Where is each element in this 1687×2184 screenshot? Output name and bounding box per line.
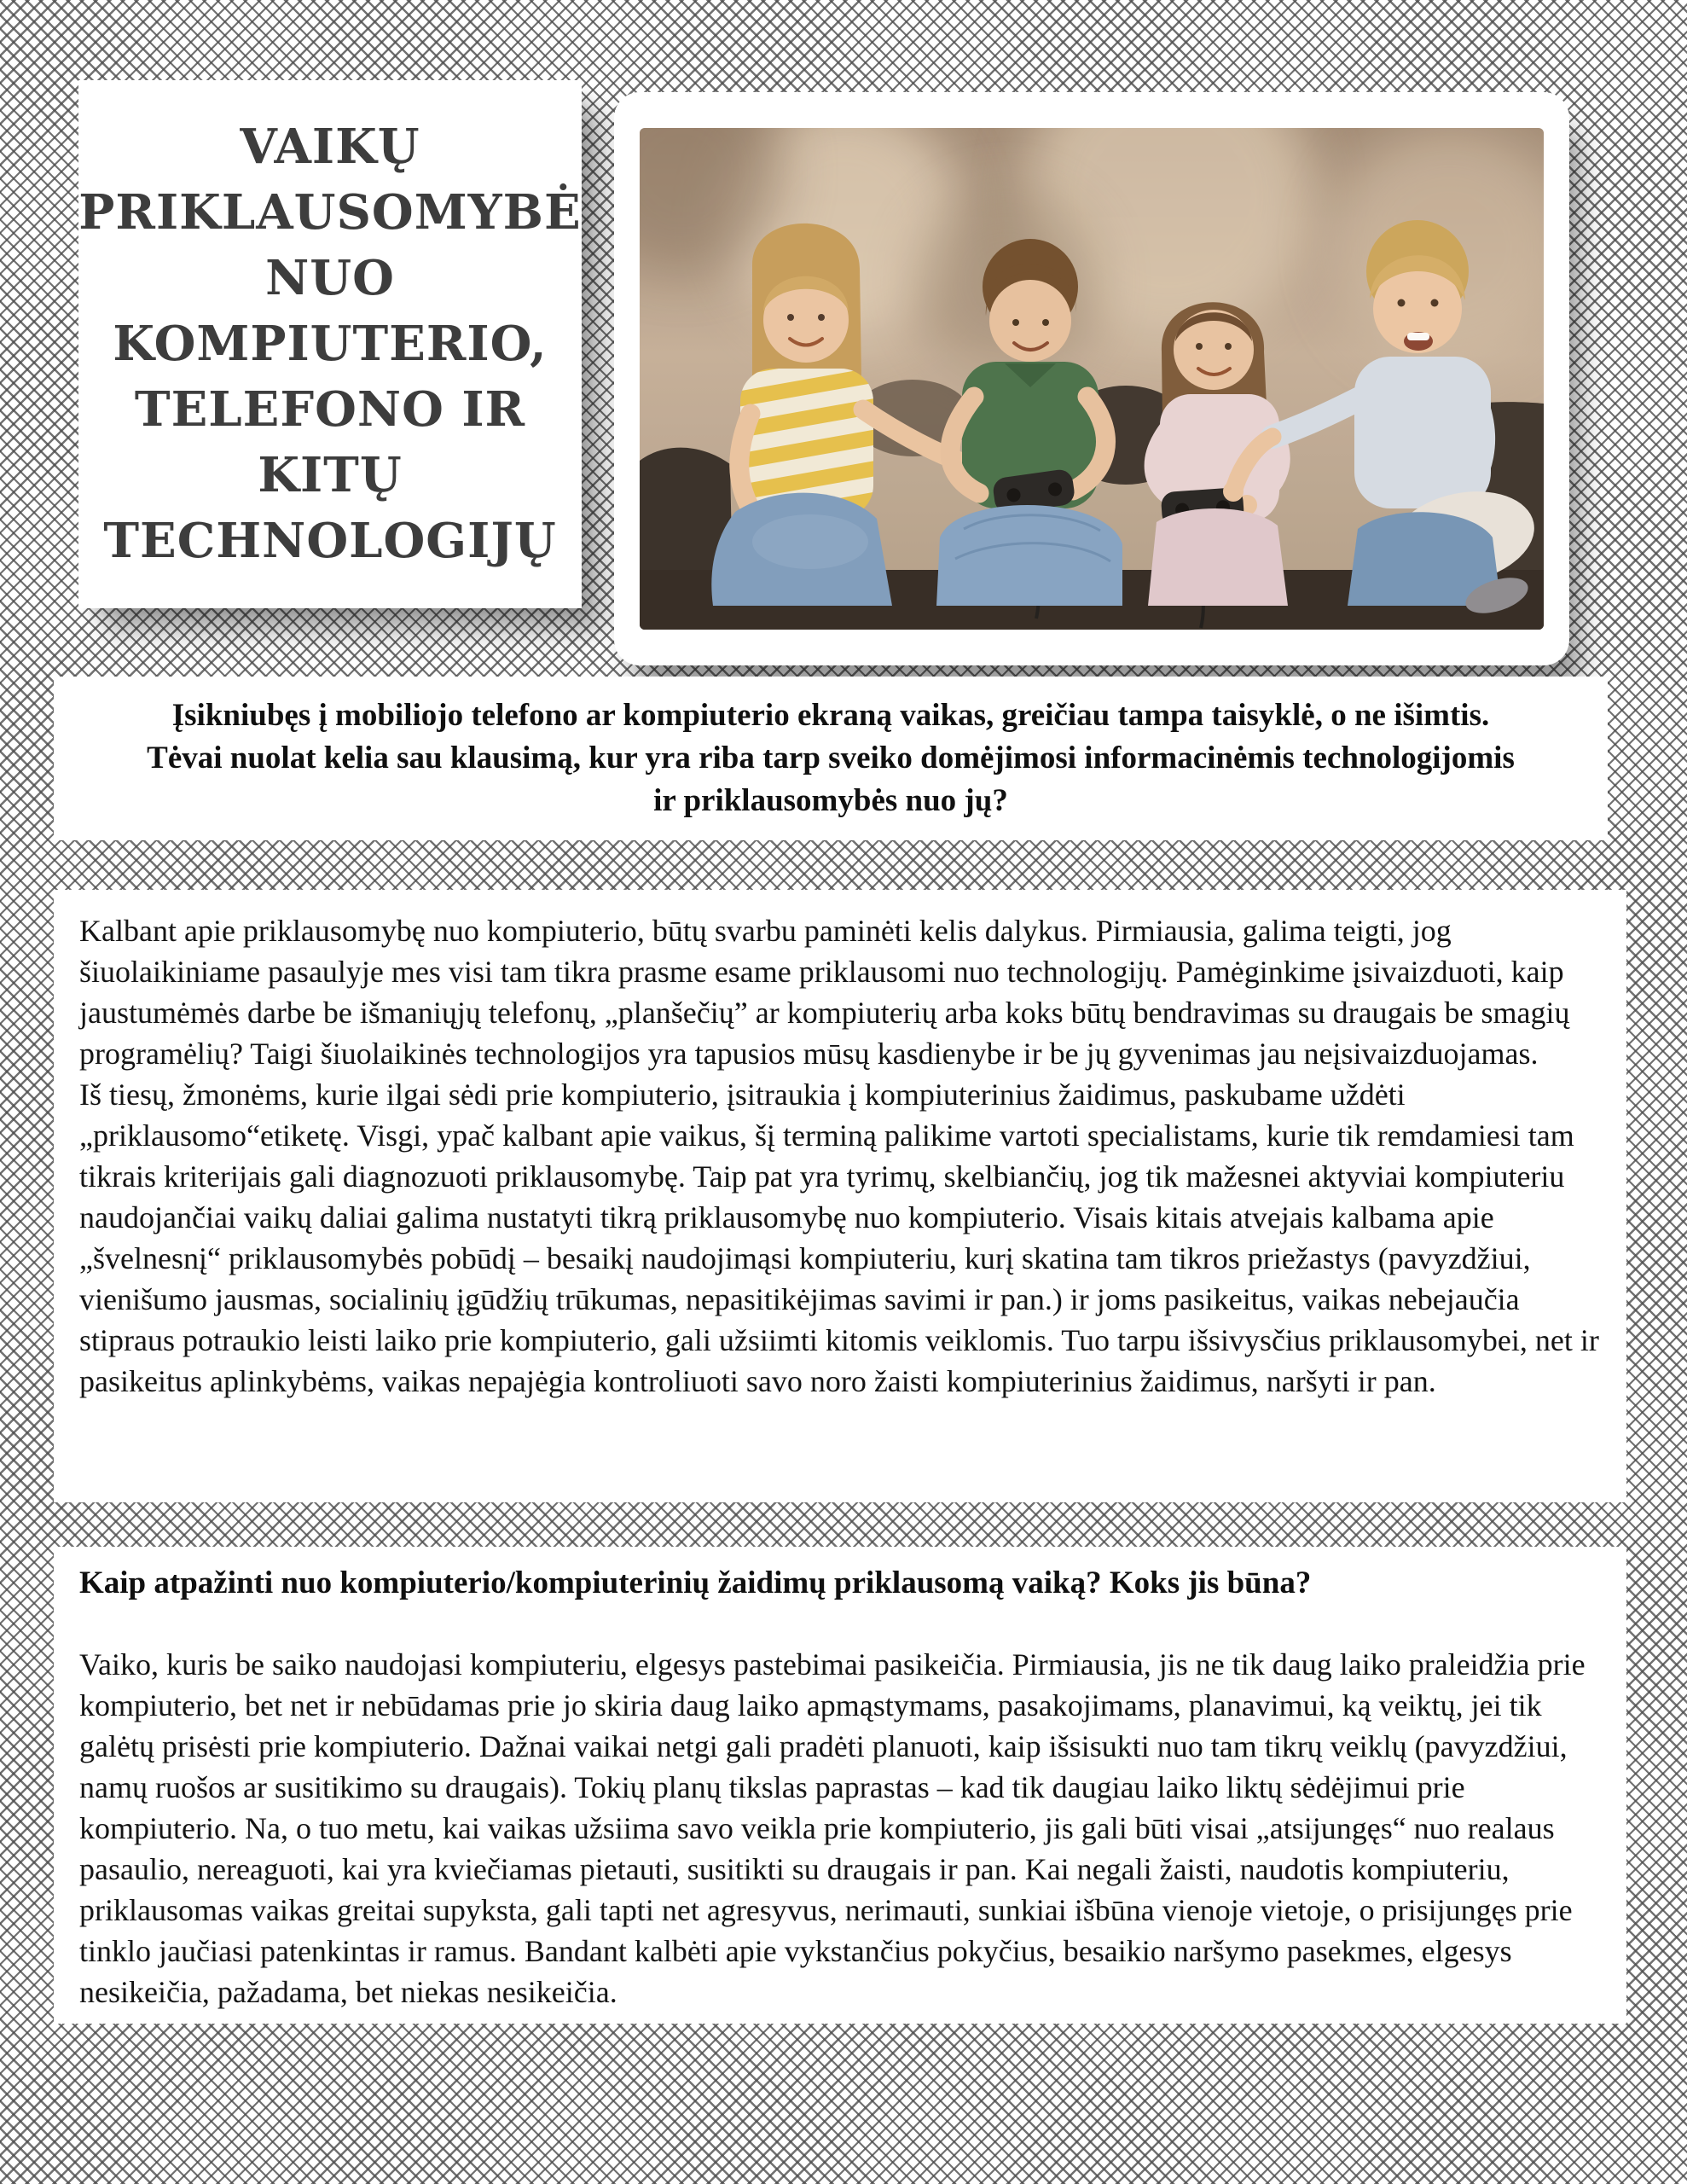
children-gaming-photo bbox=[640, 128, 1544, 630]
page-title-line-4: KOMPIUTERIO, bbox=[113, 316, 548, 372]
page-title-line-7: TECHNOLOGIJŲ bbox=[103, 513, 557, 569]
article-paragraph-2: Iš tiesų, žmonėms, kurie ilgai sėdi prie kompiuterio, įsitraukia į kompiuterinius žaidimus, paskubame uždėti „priklausomo“etiketę. Visgi, ypač kalbant apie vaikus, šį terminą palikime vartoti specialistams, kurie tik remdamiesi tam tikrais kriterijais gali diagnozuoti priklausomybę. Taip pat yra tyrimų, skelbiančių, jog tik mažesnei aktyviai kompiuteriu naudojančiai vaikų daliai galima nustatyti tikrą priklausomybę nuo kompiuterio. Visais kitais atvejais kalbama apie „švelnesnį“ priklausomybės pobūdį – besaikį naudojimąsi kompiuteriu, kurį skatina tam tikros priežastys (pavyzdžiui, vienišumo jausmas, socialinių įgūdžių trūkumas, nepasitikėjimas savimi ir pan.) ir joms pasikeitus, vaikas nebejaučia stipraus potraukio leisti laiko prie kompiuterio, gali užsiimti kitomis veiklomis. Tuo tarpu išsivysčius priklausomybei, net ir pasikeitus aplinkybėms, vaikas nepajėgia kontroliuoti savo noro žaisti kompiuterinius žaidimus, naršyti ir pan. bbox=[79, 1077, 1599, 1398]
page-title-line-5: TELEFONO IR bbox=[134, 381, 526, 438]
page-title-line-1: VAIKŲ bbox=[240, 119, 420, 175]
intro-text: Įsikniubęs į mobiliojo telefono ar kompiuterio ekraną vaikas, greičiau tampa taisyklė, o ne išimtis. Tėvai nuolat kelia sau klausimą, kur yra riba tarp sveiko domėjimosi informacinėmis technologijomis ir priklausomybės nuo jų? bbox=[147, 698, 1515, 818]
recognition-heading: Kaip atpažinti nuo kompiuterio/kompiuterinių žaidimų priklausomą vaiką? Koks jis būna? bbox=[79, 1565, 1312, 1600]
page-title-line-6: KITŲ bbox=[258, 447, 403, 503]
article-block bbox=[54, 890, 1626, 1502]
photo-frame bbox=[614, 92, 1569, 665]
title-card bbox=[78, 80, 582, 608]
page-title-line-2: PRIKLAUSOMYBĖ bbox=[78, 184, 582, 241]
recognition-paragraph: Vaiko, kuris be saiko naudojasi kompiuteriu, elgesys pastebimai pasikeičia. Pirmiausia, jis ne tik daug laiko praleidžia prie kompiuterio, bet net ir nebūdamas prie jo skiria daug laiko apmąstymams, pasakojimams, planavimui, ką veiktų, jei tik galėtų prisėsti prie kompiuterio. Dažnai vaikai netgi gali pradėti planuoti, kaip išsisukti nuo tam tikrų veiklų (pavyzdžiui, namų ruošos ar susitikimo su draugais). Tokių planų tikslas paprastas – kad tik daugiau laiko liktų sėdėjimui prie kompiuterio. Na, o tuo metu, kai vaikas užsiima savo veikla prie kompiuterio, jis gali būti visai „atsijungęs“ nuo realaus pasaulio, nereaguoti, kai yra kviečiamas pietauti, susitikti su draugais ir pan. Kai negali žaisti, naudotis kompiuteriu, priklausomas vaikas greitai supyksta, gali tapti net agresyvus, nerimauti, sunkiai išbūna vienoje vietoje, o prisijungęs prie tinklo jaučiasi patenkintas ir ramus. Bandant kalbėti apie vykstančius pokyčius, besaikio naršymo pasekmes, elgesys nesikeičia, pažadama, bet niekas nesikeičia. bbox=[79, 1647, 1586, 2009]
photo-warm-overlay bbox=[640, 128, 1544, 630]
intro-banner bbox=[54, 677, 1608, 840]
article-paragraph-1: Kalbant apie priklausomybę nuo kompiuterio, būtų svarbu paminėti kelis dalykus. Pirmiausia, galima teigti, jog šiuolaikiniame pasaulyje mes visi tam tikra prasme esame priklausomi nuo technologijų. Pamėginkime įsivaizduoti, kaip jaustumėmės darbe be išmaniųjų telefonų, „planšečių” ar kompiuterių arba koks būtų bendravimas su draugais be smagių programėlių? Taigi šiuolaikinės technologijos yra tapusios mūsų kasdienybe ir be jų gyvenimas jau neįsivaizduojamas. bbox=[79, 914, 1570, 1071]
recognition-block bbox=[54, 1547, 1626, 2024]
page-title-line-3: NUO bbox=[265, 250, 395, 306]
